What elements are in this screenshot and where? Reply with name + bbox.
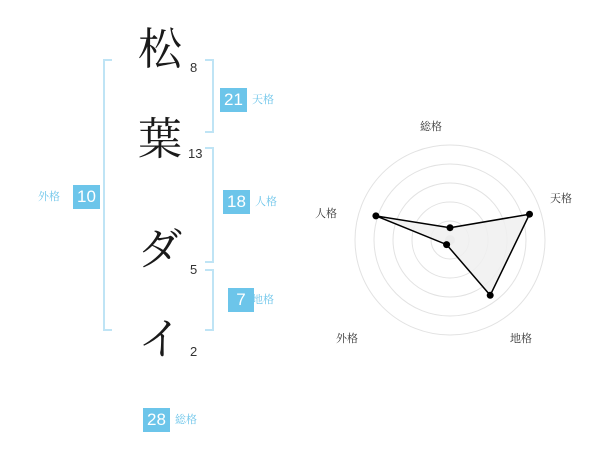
gaikaku-value: 10 — [73, 185, 100, 209]
axis-label-jinkaku: 人格 — [315, 207, 337, 220]
axis-label-soukaku: 総格 — [420, 120, 442, 133]
gaikaku-label: 外格 — [38, 190, 60, 203]
axis-label-gaikaku: 外格 — [336, 332, 358, 345]
stroke-count-1: 8 — [190, 60, 198, 75]
jinkaku-bracket — [205, 148, 213, 262]
name-panel — [0, 0, 300, 470]
radar-chart-panel — [300, 0, 600, 470]
name-character-4: イ — [138, 314, 182, 365]
name-character-1: 松 — [138, 24, 182, 75]
chikaku-bracket — [205, 270, 213, 330]
tenkaku-label: 天格 — [252, 93, 274, 106]
stroke-count-3: 5 — [190, 262, 198, 277]
axis-label-tenkaku: 天格 — [550, 192, 572, 205]
name-character-2: 葉 — [138, 114, 182, 165]
soukaku-value: 28 — [143, 408, 170, 432]
tenkaku-bracket — [205, 60, 213, 132]
bracket-group — [0, 0, 300, 470]
stroke-count-4: 2 — [190, 344, 198, 359]
name-character-3: ダ — [138, 224, 182, 275]
soukaku-label: 総格 — [175, 413, 197, 426]
tenkaku-value: 21 — [220, 88, 247, 112]
axis-label-chikaku: 地格 — [510, 332, 532, 345]
chikaku-label: 地格 — [252, 293, 274, 306]
gaikaku-bracket — [104, 60, 112, 330]
chikaku-value: 7 — [228, 288, 254, 312]
stroke-count-2: 13 — [188, 146, 203, 161]
radar-chart — [300, 0, 600, 470]
jinkaku-label: 人格 — [255, 195, 277, 208]
jinkaku-value: 18 — [223, 190, 250, 214]
